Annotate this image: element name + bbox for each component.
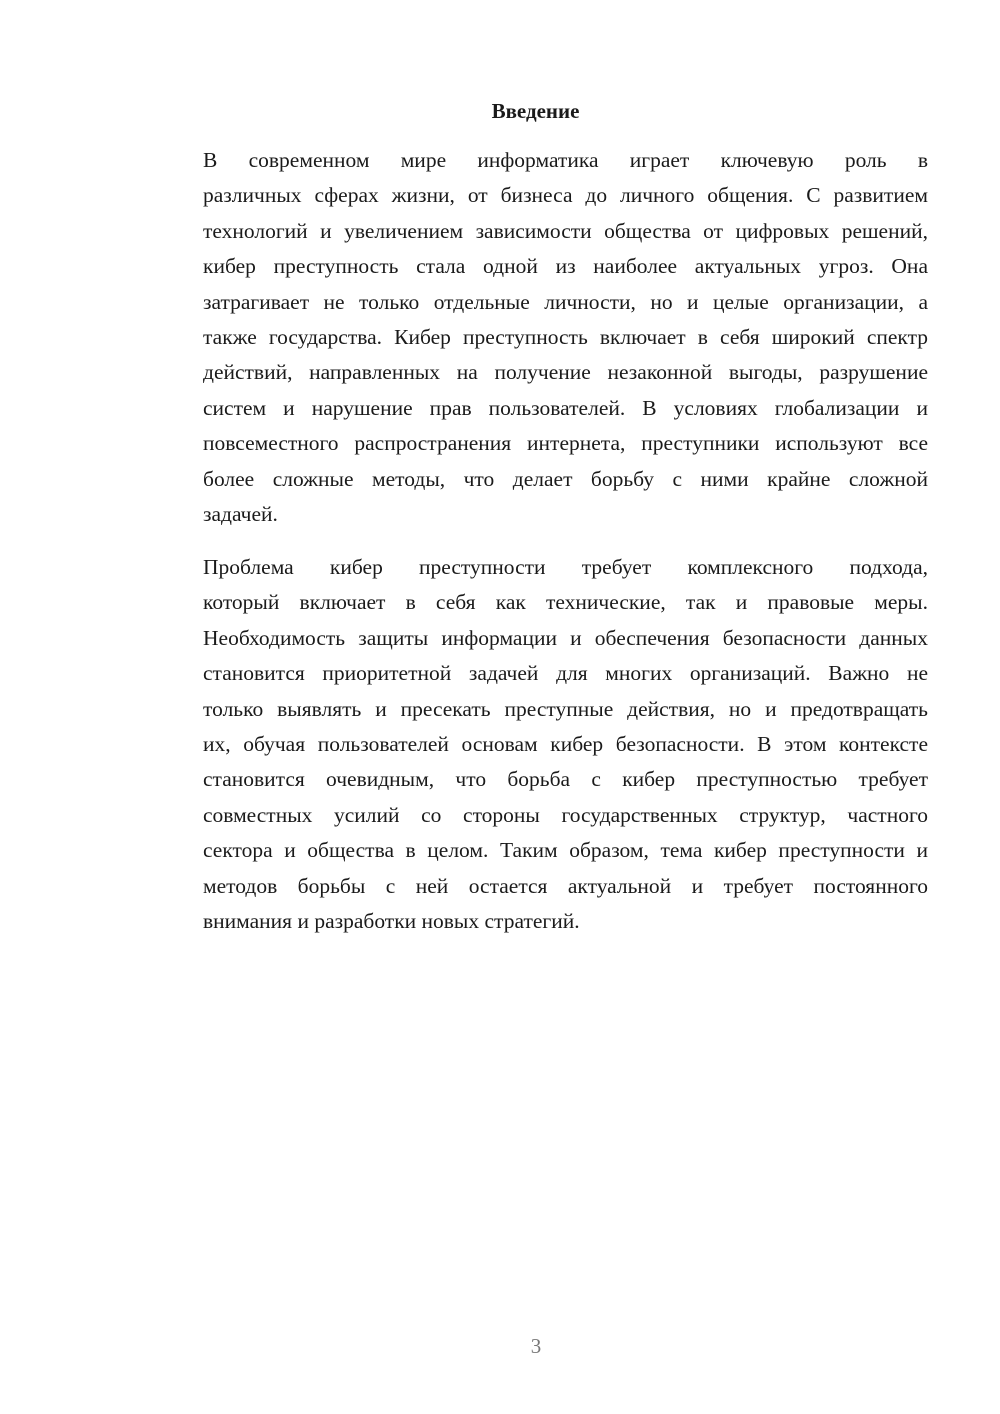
text-line: действий, направленных на получение незаконной выгоды, разрушение — [203, 360, 928, 385]
paragraph-1 — [143, 143, 928, 532]
text-line: сектора и общества в целом. Таким образом, тема кибер преступности и — [203, 838, 928, 863]
text-line: Необходимость защиты информации и обеспечения безопасности данных — [203, 625, 928, 650]
section-heading: Введение — [491, 99, 580, 123]
paragraph-2 — [143, 550, 928, 939]
text-line: внимания и разработки новых стратегий. — [203, 909, 580, 934]
text-line: совместных усилий со стороны государственных структур, частного — [203, 802, 928, 827]
text-line: задачей. — [203, 502, 278, 527]
paragraph-1-text — [143, 143, 928, 532]
text-line: Проблема кибер преступности требует комплексного подхода, — [203, 555, 928, 579]
text-line: более сложные методы, что делает борьбу с ними крайне сложной — [203, 466, 928, 491]
text-line: становится очевидным, что борьба с кибер преступностью требует — [203, 767, 928, 792]
paragraph-2-text — [143, 550, 928, 939]
text-line: только выявлять и пресекать преступные действия, но и предотвращать — [203, 696, 928, 721]
text-line: их, обучая пользователей основам кибер безопасности. В этом контексте — [203, 732, 928, 757]
text-line: который включает в себя как технические, так и правовые меры. — [203, 590, 928, 615]
text-line: систем и нарушение прав пользователей. В условиях глобализации и — [203, 395, 928, 420]
text-line: становится приоритетной задачей для многих организаций. Важно не — [203, 661, 928, 686]
text-line: технологий и увеличением зависимости общества от цифровых решений, — [203, 218, 928, 243]
page-number: 3 — [530, 1334, 542, 1358]
text-line: кибер преступность стала одной из наиболее актуальных угроз. Она — [203, 254, 928, 279]
text-line: различных сферах жизни, от бизнеса до личного общения. С развитием — [203, 183, 928, 208]
text-line: повсеместного распространения интернета, преступники используют все — [203, 431, 928, 456]
text-line: методов борьбы с ней остается актуальной и требует постоянного — [203, 873, 928, 898]
text-line: В современном мире информатика играет ключевую роль в — [203, 148, 928, 172]
text-line: затрагивает не только отдельные личности, но и целые организации, а — [203, 289, 928, 314]
text-line: также государства. Кибер преступность включает в себя широкий спектр — [203, 325, 928, 350]
